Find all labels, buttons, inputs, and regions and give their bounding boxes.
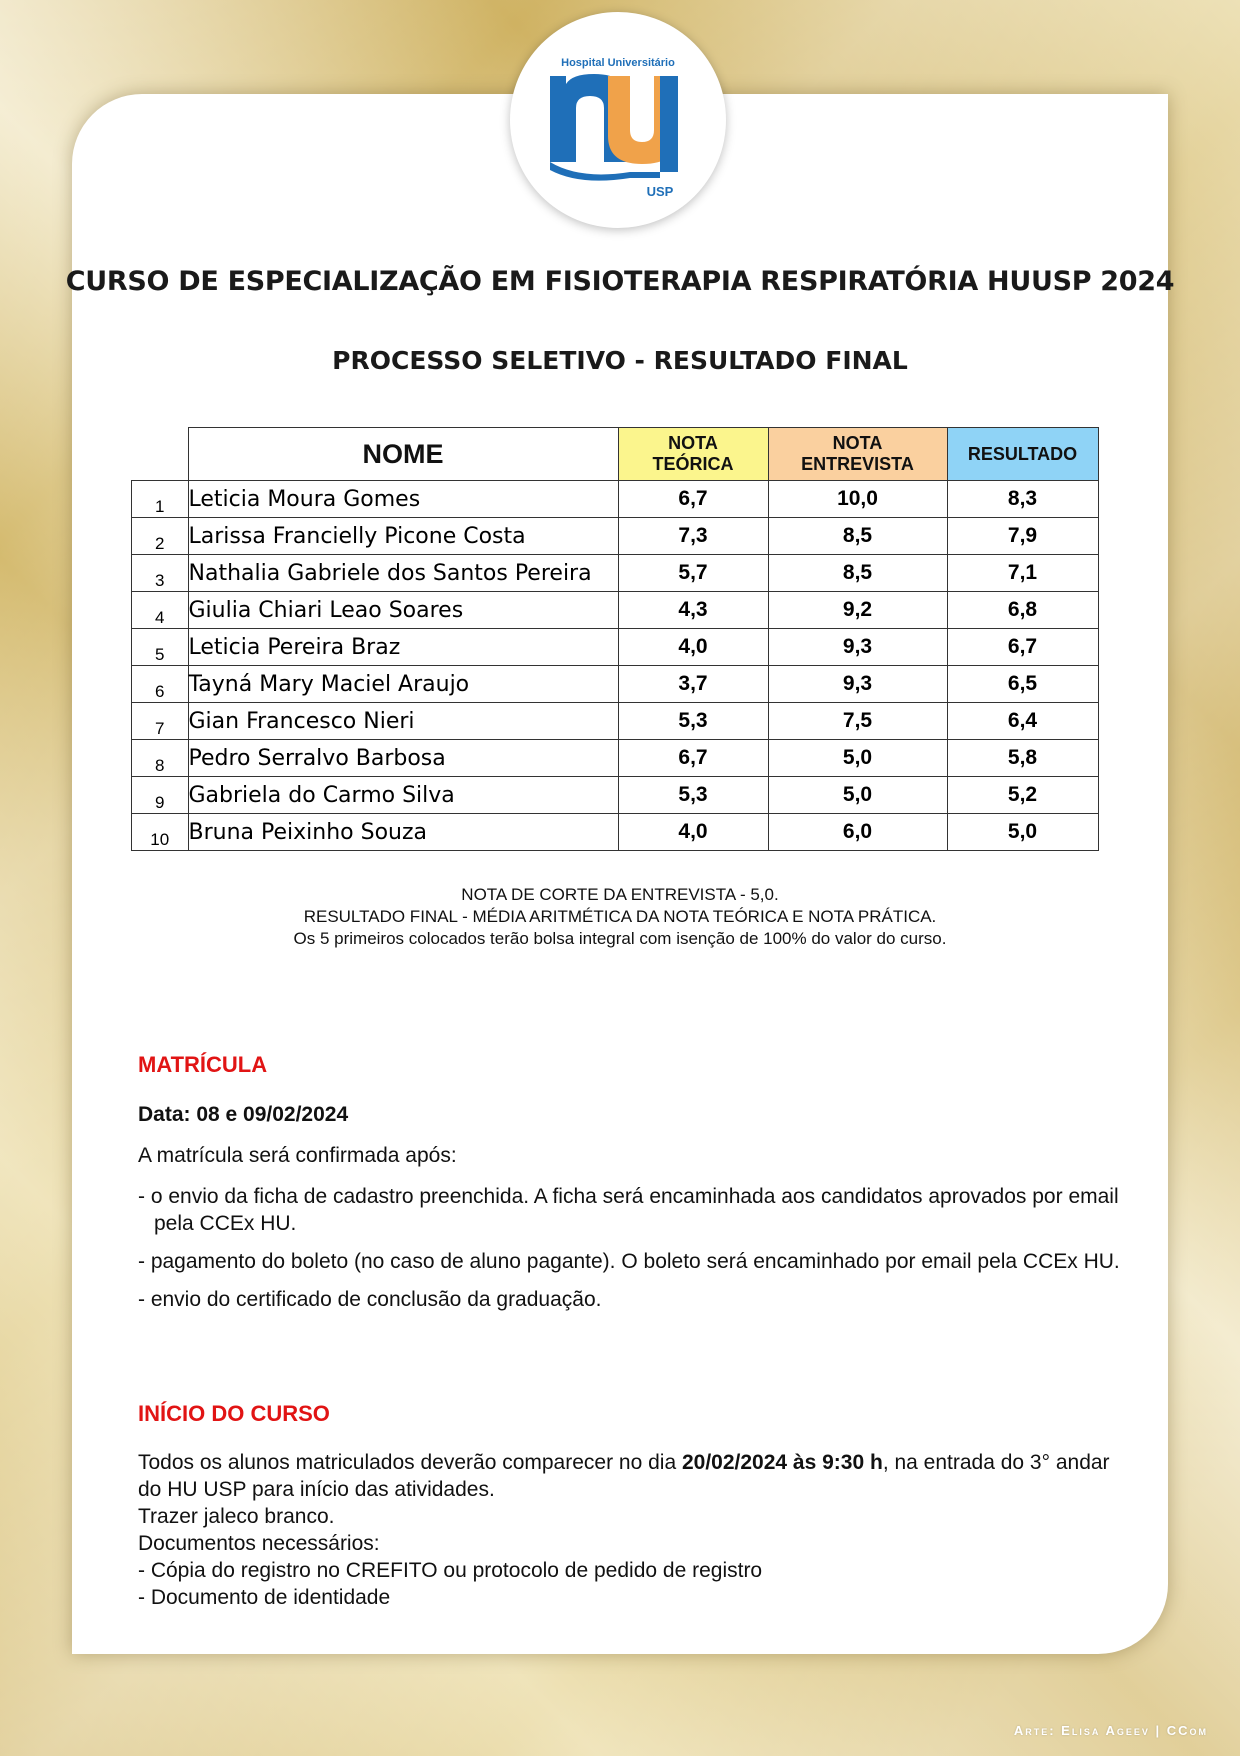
matricula-heading: MATRÍCULA	[138, 1052, 268, 1077]
row-name: Giulia Chiari Leao Soares	[188, 592, 618, 629]
matricula-item: - pagamento do boleto (no caso de aluno pagante). O boleto será encaminhado por email pela CCEx HU.	[138, 1250, 1120, 1273]
inicio-line: - Cópia do registro no CREFITO ou protocolo de pedido de registro	[138, 1559, 763, 1582]
row-name: Gian Francesco Nieri	[188, 703, 618, 740]
header-teorica-line1: NOTA	[668, 433, 718, 453]
row-nota-teorica: 5,3	[618, 777, 768, 814]
table-row	[132, 555, 1099, 592]
row-nota-teorica: 3,7	[618, 666, 768, 703]
row-resultado: 6,8	[947, 592, 1098, 629]
row-name: Leticia Moura Gomes	[188, 481, 618, 518]
row-resultado: 6,4	[947, 703, 1098, 740]
note-final-result: RESULTADO FINAL - MÉDIA ARITMÉTICA DA NOTA TEÓRICA E NOTA PRÁTICA.	[303, 907, 937, 926]
row-nota-entrevista: 8,5	[768, 518, 947, 555]
row-resultado: 6,7	[947, 629, 1098, 666]
inicio-line: Trazer jaleco branco.	[138, 1505, 335, 1528]
inicio-text-after: , na entrada do 3° andar do HU USP para início das atividades.	[138, 1451, 1110, 1501]
row-nota-teorica: 4,3	[618, 592, 768, 629]
row-nota-teorica: 5,7	[618, 555, 768, 592]
row-nota-entrevista: 8,5	[768, 555, 947, 592]
table-row	[132, 814, 1099, 851]
table-row	[132, 703, 1099, 740]
row-position: 10	[132, 814, 189, 851]
row-nota-entrevista: 5,0	[768, 740, 947, 777]
table-row	[132, 740, 1099, 777]
row-nota-teorica: 6,7	[618, 481, 768, 518]
logo-top-text: Hospital Universitário	[561, 57, 675, 69]
row-nota-entrevista: 9,3	[768, 666, 947, 703]
row-position: 1	[132, 481, 189, 518]
header-blank	[132, 428, 189, 481]
row-resultado: 8,3	[947, 481, 1098, 518]
table-row	[132, 777, 1099, 814]
matricula-intro: A matrícula será confirmada após:	[138, 1144, 457, 1167]
row-resultado: 7,1	[947, 555, 1098, 592]
row-nota-teorica: 6,7	[618, 740, 768, 777]
header-entrevista-line1: NOTA	[832, 433, 883, 453]
row-resultado: 5,2	[947, 777, 1098, 814]
row-position: 6	[132, 666, 189, 703]
table-row	[132, 518, 1099, 555]
row-position: 9	[132, 777, 189, 814]
matricula-item: - envio do certificado de conclusão da graduação.	[138, 1288, 602, 1311]
table-header-row	[132, 428, 1099, 481]
inicio-heading: INÍCIO DO CURSO	[138, 1401, 330, 1426]
matricula-date: Data: 08 e 09/02/2024	[138, 1103, 349, 1126]
hu-usp-logo	[510, 12, 726, 228]
note-scholarship: Os 5 primeiros colocados terão bolsa integral com isenção de 100% do valor do curso.	[293, 929, 947, 948]
row-name: Pedro Serralvo Barbosa	[188, 740, 618, 777]
row-resultado: 6,5	[947, 666, 1098, 703]
row-nota-teorica: 7,3	[618, 518, 768, 555]
inicio-section	[138, 1400, 1138, 1611]
row-name: Larissa Francielly Picone Costa	[188, 518, 618, 555]
row-nota-teorica: 4,0	[618, 629, 768, 666]
row-resultado: 5,8	[947, 740, 1098, 777]
row-name: Gabriela do Carmo Silva	[188, 777, 618, 814]
header-resultado: RESULTADO	[947, 428, 1098, 481]
note-cutoff: NOTA DE CORTE DA ENTREVISTA - 5,0.	[461, 885, 779, 904]
matricula-item: - o envio da ficha de cadastro preenchida. A ficha será encaminhada aos candidatos aprovados por email pela CCEx HU.	[138, 1185, 1119, 1235]
table-row	[132, 481, 1099, 518]
row-nota-entrevista: 10,0	[768, 481, 947, 518]
row-position: 8	[132, 740, 189, 777]
header-entrevista-line2: ENTREVISTA	[801, 454, 914, 474]
row-position: 5	[132, 629, 189, 666]
results-body	[132, 481, 1099, 851]
row-position: 2	[132, 518, 189, 555]
row-nota-entrevista: 5,0	[768, 777, 947, 814]
header-nota-entrevista	[768, 428, 947, 481]
header-nota-teorica	[618, 428, 768, 481]
inicio-text-before: Todos os alunos matriculados deverão comparecer no dia	[138, 1451, 682, 1474]
table-row	[132, 666, 1099, 703]
table-row	[132, 629, 1099, 666]
row-resultado: 5,0	[947, 814, 1098, 851]
row-nota-entrevista: 9,3	[768, 629, 947, 666]
row-name: Tayná Mary Maciel Araujo	[188, 666, 618, 703]
row-resultado: 7,9	[947, 518, 1098, 555]
results-table	[131, 427, 1099, 851]
inicio-line: - Documento de identidade	[138, 1586, 391, 1609]
header-nome: NOME	[188, 428, 618, 481]
notes-block	[0, 884, 1240, 950]
art-credit: Arte: Elisa Ageev | CCom	[1013, 1723, 1208, 1738]
row-nota-teorica: 5,3	[618, 703, 768, 740]
inicio-paragraph	[138, 1449, 1138, 1503]
row-position: 7	[132, 703, 189, 740]
row-name: Nathalia Gabriele dos Santos Pereira	[188, 555, 618, 592]
logo-badge	[510, 12, 726, 228]
row-nota-entrevista: 9,2	[768, 592, 947, 629]
page-subtitle: PROCESSO SELETIVO - RESULTADO FINAL	[332, 346, 908, 375]
row-nota-teorica: 4,0	[618, 814, 768, 851]
row-nota-entrevista: 6,0	[768, 814, 947, 851]
page-title: CURSO DE ESPECIALIZAÇÃO EM FISIOTERAPIA RESPIRATÓRIA HUUSP 2024	[65, 266, 1175, 297]
inicio-line: Documentos necessários:	[138, 1532, 380, 1555]
row-position: 4	[132, 592, 189, 629]
row-nota-entrevista: 7,5	[768, 703, 947, 740]
matricula-section	[138, 1051, 1138, 1324]
logo-bottom-text: USP	[646, 184, 674, 199]
inicio-date-time: 20/02/2024 às 9:30 h	[681, 1451, 883, 1474]
row-name: Bruna Peixinho Souza	[188, 814, 618, 851]
row-position: 3	[132, 555, 189, 592]
table-row	[132, 592, 1099, 629]
header-teorica-line2: TEÓRICA	[652, 454, 734, 474]
row-name: Leticia Pereira Braz	[188, 629, 618, 666]
